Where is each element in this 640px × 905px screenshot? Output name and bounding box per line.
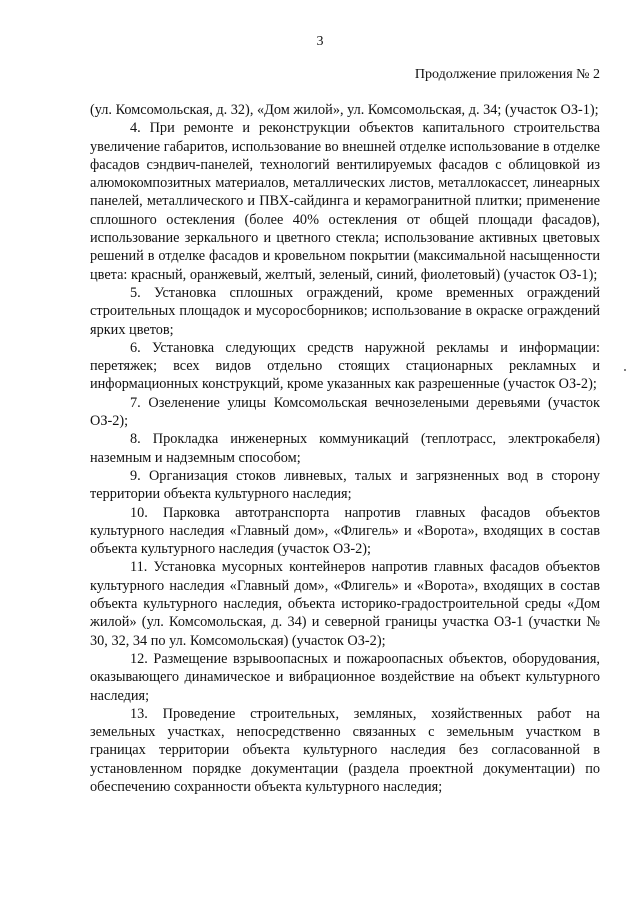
paragraph-item-8: 8. Прокладка инженерных коммуникаций (теплотрасс, электрокабеля) наземным и надземным способом; — [90, 431, 600, 466]
paragraph-item-9: 9. Организация стоков ливневых, талых и загрязненных вод в сторону территории объекта культурного наследия; — [90, 467, 600, 503]
paragraph-item-6: 6. Установка следующих средств наружной рекламы и информации: перетяжек; всех видов отдельно стоящих стационарных рекламных и информационных конструкций, кроме указанных как разрешенные (участок ОЗ-2); — [90, 339, 600, 393]
paragraph-item-12: 12. Размещение взрывоопасных и пожароопасных объектов, оборудования, оказывающего динамическое и вибрационное воздействие на объект культурного наследия; — [90, 650, 600, 704]
paragraph-item-11: 11. Установка мусорных контейнеров напротив главных фасадов объектов культурного наследия «Главный дом», «Флигель» и «Ворота», входящих в состав объекта культурного наследия, объекта историко-градостроительной среды «Дом жилой» (ул. Комсомольская, д. 34) и северной границы участка ОЗ-1 (участки № 30, 32, 34 по ул. Комсомольская) (участок ОЗ-2); — [90, 559, 600, 649]
paragraph-item-4: 4. При ремонте и реконструкции объектов капитального строительства увеличение габаритов, использование во внешней отделке использование в отделке фасадов сэндвич-панелей, технологий вентилируемых фасадов с облицовкой из алюмокомпозитных материалов, металлических листов, металлокассет, линеарных панелей, металлического и ПВХ-сайдинга и керамогранитной плитки; применение сплошного остекления (более 40% остекления от общей площади фасадов), использование зеркального и цветного стекла; использование активных цветовых решений в отделке фасадов и кровельном покрытии (максимальной насыщенности цвета: красный, оранжевый, желтый, зеленый, синий, фиолетовый) (участок ОЗ-1); — [90, 120, 600, 283]
page-number: 3 — [316, 34, 324, 49]
paragraph-item-10: 10. Парковка автотранспорта напротив главных фасадов объектов культурного наследия «Главный дом», «Флигель» и «Ворота», входящих в состав объекта культурного наследия (участок ОЗ-2); — [90, 504, 600, 558]
paragraph-item-5: 5. Установка сплошных ограждений, кроме временных ограждений строительных площадок и мусоросборников; использование в окраске ограждений ярких цветов; — [90, 284, 600, 338]
paragraph-continuation: (ул. Комсомольская, д. 32), «Дом жилой», ул. Комсомольская, д. 34; (участок ОЗ-1); — [90, 102, 599, 118]
margin-dot — [624, 369, 626, 371]
paragraph-item-7: 7. Озеленение улицы Комсомольская вечнозелеными деревьями (участок ОЗ-2); — [90, 394, 600, 430]
document-body — [90, 101, 600, 796]
paragraph-item-13: 13. Проведение строительных, земляных, хозяйственных работ на земельных участках, непосредственно связанных с земельным участком в границах территории объекта культурного наследия без согласованной в установленном порядке документации (раздела проектной документации) по обеспечению сохранности объекта культурного наследия; — [90, 705, 600, 795]
appendix-continuation-note: Продолжение приложения № 2 — [414, 67, 600, 82]
